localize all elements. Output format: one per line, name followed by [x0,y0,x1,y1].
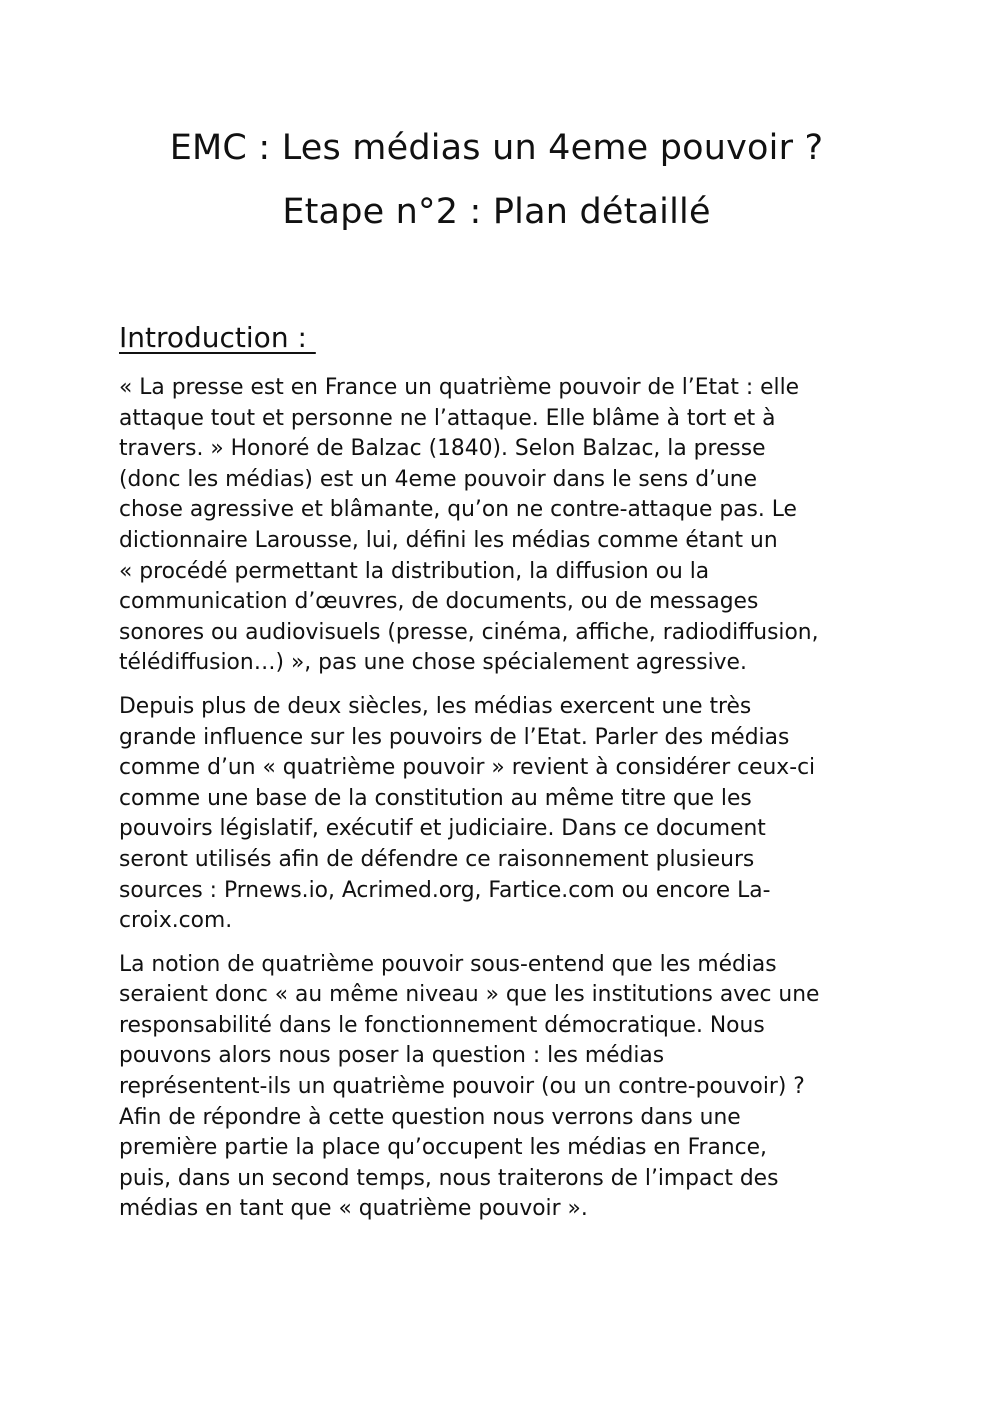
text-line: comme une base de la constitution au même titre que les [119,785,752,811]
paragraph-3 [119,950,879,1225]
text-line: « La presse est en France un quatrième pouvoir de l’Etat : elle [119,375,800,400]
introduction-body [119,373,879,1238]
text-line: Depuis plus de deux siècles, les médias exercent une très [119,693,752,719]
text-line: télédiffusion…) », pas une chose spécialement agressive. [119,650,747,676]
text-line: communication d’œuvres, de documents, ou de messages [119,589,759,615]
text-line: représentent-ils un quatrième pouvoir (ou un contre-pouvoir) ? [119,1074,805,1100]
text-line: seraient donc « au même niveau » que les institutions avec une [119,982,820,1008]
text-line: travers. » Honoré de Balzac (1840). Selon Balzac, la presse [119,436,766,462]
text-line: médias en tant que « quatrième pouvoir ». [119,1196,588,1222]
text-line: attaque tout et personne ne l’attaque. Elle blâme à tort et à [119,405,776,431]
text-line: croix.com. [119,908,233,934]
text-line: sources : Prnews.io, Acrimed.org, Fartice.com ou encore La- [119,877,771,903]
title-line-main: EMC : Les médias un 4eme pouvoir ? [169,128,824,168]
paragraph-1 [119,373,879,679]
paragraph-2 [119,692,879,937]
text-line: grande influence sur les pouvoirs de l’Etat. Parler des médias [119,724,790,750]
text-line: sonores ou audiovisuels (presse, cinéma, affiche, radiodiffusion, [119,619,819,645]
title-line-subtitle: Etape n°2 : Plan détaillé [282,192,711,232]
text-line: dictionnaire Larousse, lui, défini les médias comme étant un [119,527,778,553]
text-line: pouvoirs législatif, exécutif et judiciaire. Dans ce document [119,816,766,842]
text-line: La notion de quatrième pouvoir sous-entend que les médias [119,951,777,977]
text-line: « procédé permettant la distribution, la diffusion ou la [119,558,710,584]
text-line: pouvons alors nous poser la question : les médias [119,1043,665,1069]
text-line: première partie la place qu’occupent les médias en France, [119,1135,767,1161]
text-line: responsabilité dans le fonctionnement démocratique. Nous [119,1012,765,1038]
document-title [0,116,993,244]
text-line: Afin de répondre à cette question nous verrons dans une [119,1104,741,1130]
text-line: comme d’un « quatrième pouvoir » revient à considérer ceux-ci [119,755,816,781]
section-heading-introduction: Introduction : [119,321,316,354]
text-line: chose agressive et blâmante, qu’on ne contre-attaque pas. Le [119,497,797,523]
text-line: seront utilisés afin de défendre ce raisonnement plusieurs [119,846,755,872]
text-line: (donc les médias) est un 4eme pouvoir dans le sens d’une [119,466,758,492]
text-line: puis, dans un second temps, nous traiterons de l’impact des [119,1165,779,1191]
